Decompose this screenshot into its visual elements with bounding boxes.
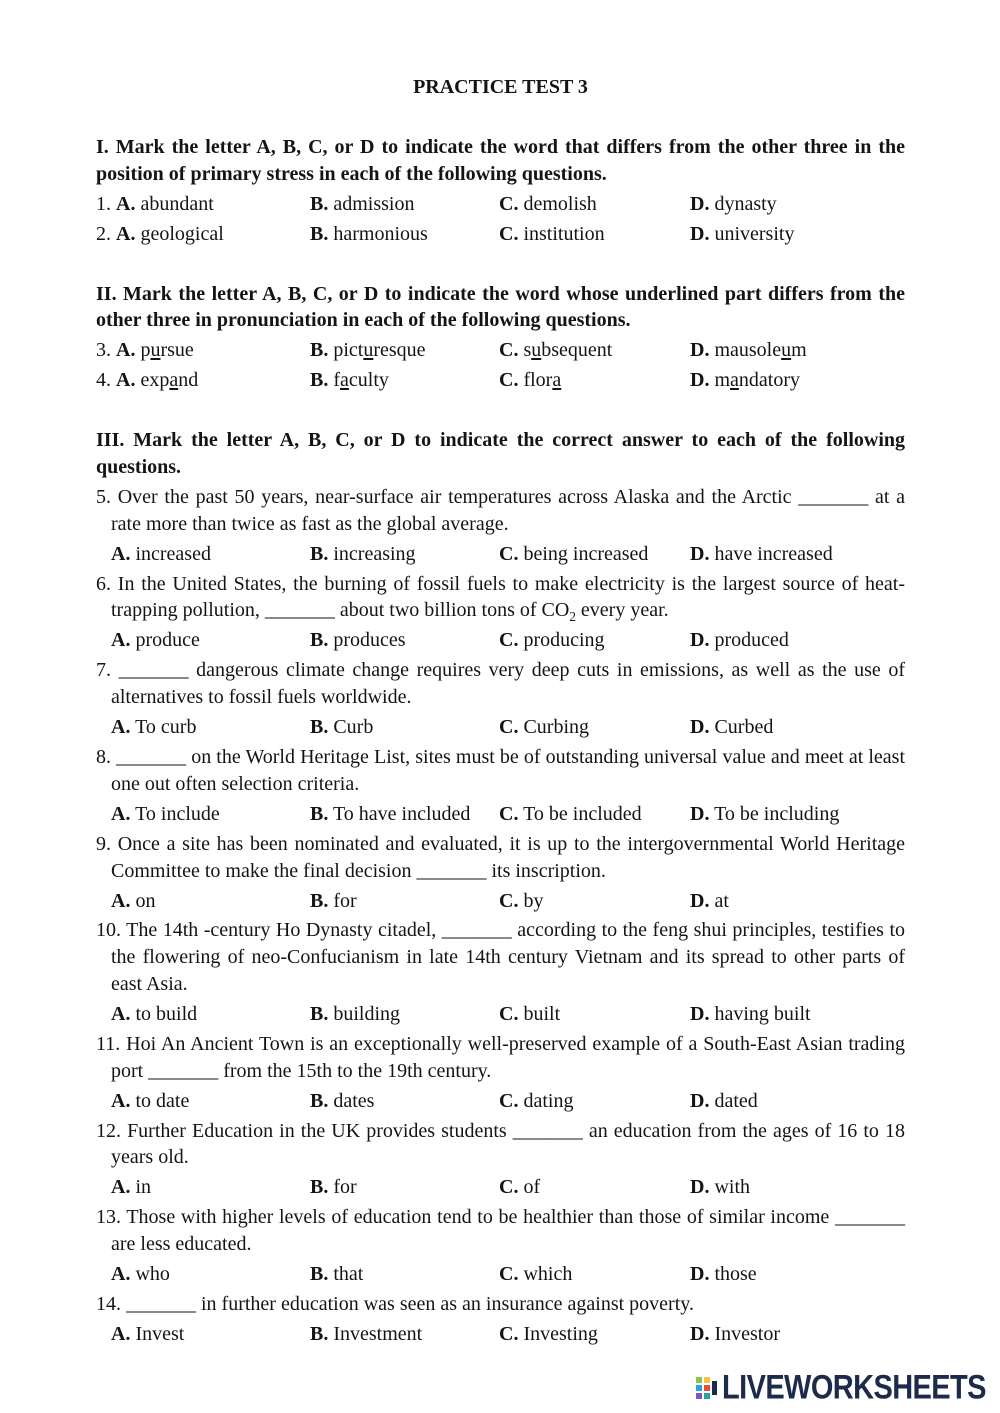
option-c	[499, 1174, 540, 1201]
question-number: 12.	[96, 1119, 121, 1142]
option-letter: C.	[499, 1322, 519, 1345]
option-letter: A.	[111, 1089, 131, 1112]
text-segment: m	[791, 339, 807, 362]
question-stem	[96, 1031, 905, 1084]
option-b	[310, 627, 406, 654]
option-text: To be included	[523, 802, 642, 825]
text-segment: f	[333, 369, 341, 392]
text-segment: bsequent	[541, 339, 613, 362]
question-9	[96, 831, 905, 914]
question-text: The 14th -century Ho Dynasty citadel, _______ according to the feng shui principles, testifies to the flowering of neo-Confucianism in late 14th century Vietnam and its spread to other parts of east Asia.	[111, 919, 906, 995]
option-a	[96, 367, 198, 394]
option-text: dates	[333, 1089, 375, 1112]
question-12	[96, 1118, 905, 1201]
option-text: for	[333, 1176, 357, 1199]
question-7	[96, 657, 905, 740]
option-text	[140, 339, 193, 361]
option-text	[714, 339, 806, 361]
underlined-part: u	[781, 339, 792, 362]
option-text: abundant	[140, 192, 214, 215]
option-letter: B.	[310, 716, 329, 739]
question-1	[96, 191, 905, 218]
option-a	[111, 1088, 189, 1115]
underlined-part: a	[340, 369, 349, 392]
section-i	[96, 134, 905, 247]
question-8	[96, 744, 905, 827]
option-letter: A.	[116, 339, 136, 362]
option-letter: D.	[690, 339, 710, 362]
option-a	[96, 337, 194, 364]
underlined-part: a	[169, 369, 179, 392]
option-letter: D.	[690, 192, 710, 215]
question-11	[96, 1031, 905, 1114]
option-c	[499, 888, 543, 915]
option-letter: D.	[690, 1262, 710, 1285]
underlined-part: a	[552, 369, 562, 392]
question-number: 4.	[96, 369, 111, 392]
option-letter: B.	[310, 192, 329, 215]
option-b	[310, 714, 373, 741]
option-c	[499, 1321, 598, 1348]
option-row	[96, 367, 905, 394]
option-a	[111, 627, 200, 654]
option-row	[96, 1321, 905, 1348]
option-text: admission	[333, 192, 415, 215]
question-number: 10.	[96, 919, 121, 942]
option-letter: D.	[690, 716, 710, 739]
text-segment: In the United States, the burning of fossil fuels to make electricity is the largest source of heat-trapping pollution, _______ about two billion tons of CO	[111, 572, 906, 622]
option-d	[690, 337, 807, 364]
option-c	[499, 191, 597, 218]
option-d	[690, 627, 789, 654]
option-text: Investing	[523, 1322, 598, 1345]
section-heading: II. Mark the letter A, B, C, or D to indicate the word whose underlined part differs from the other three in pronunciation in each of the following questions.	[96, 282, 905, 332]
option-letter: D.	[690, 1002, 710, 1025]
option-text: have increased	[714, 542, 833, 565]
option-text	[333, 369, 389, 391]
option-text: dating	[523, 1089, 574, 1112]
option-letter: B.	[310, 339, 329, 362]
option-d	[690, 541, 833, 568]
option-text: in	[135, 1176, 152, 1199]
option-letter: C.	[499, 1002, 519, 1025]
option-text: those	[714, 1262, 757, 1285]
option-letter: B.	[310, 1176, 329, 1199]
option-row	[96, 714, 905, 741]
option-text: dynasty	[714, 192, 777, 215]
option-text: that	[333, 1262, 364, 1285]
option-letter: B.	[310, 1262, 329, 1285]
question-stem	[96, 1204, 905, 1257]
option-c	[499, 801, 642, 828]
question-text: Over the past 50 years, near-surface air temperatures across Alaska and the Arctic _______ at a rate more than twice as fast as the global average.	[111, 486, 905, 535]
option-d	[690, 1088, 758, 1115]
option-text: produce	[135, 629, 200, 652]
option-row	[96, 627, 905, 654]
option-row	[96, 1001, 905, 1028]
option-letter: C.	[499, 629, 519, 652]
option-text: Investment	[333, 1322, 423, 1345]
section-ii	[96, 281, 905, 394]
option-text: To include	[135, 802, 220, 825]
text-segment: exp	[140, 369, 170, 392]
option-letter: D.	[690, 1089, 710, 1112]
underlined-part: u	[150, 339, 161, 362]
option-letter: C.	[499, 802, 519, 825]
option-text: dated	[714, 1089, 758, 1112]
option-d	[690, 714, 773, 741]
question-text: _______ on the World Heritage List, sites must be of outstanding universal value and meet at least one out often selection criteria.	[111, 746, 906, 795]
option-letter: C.	[499, 542, 519, 565]
option-letter: B.	[310, 1089, 329, 1112]
question-number: 13.	[96, 1206, 121, 1229]
option-row	[96, 191, 905, 218]
option-letter: C.	[499, 1176, 519, 1199]
option-letter: B.	[310, 802, 329, 825]
option-text	[333, 339, 425, 361]
option-text: produced	[714, 629, 789, 652]
option-c	[499, 1001, 560, 1028]
option-text: having built	[714, 1002, 811, 1025]
option-a	[111, 1321, 184, 1348]
section-heading: I. Mark the letter A, B, C, or D to indicate the word that differs from the other three in the position of primary stress in each of the following questions.	[96, 136, 905, 185]
text-segment: resque	[373, 339, 426, 362]
option-text: building	[333, 1002, 401, 1025]
text-segment: mausole	[714, 339, 782, 362]
option-text: geological	[140, 222, 224, 245]
option-letter: A.	[111, 542, 131, 565]
option-letter: A.	[111, 1262, 131, 1285]
option-text: producing	[523, 629, 605, 652]
question-number: 5.	[96, 486, 111, 509]
option-text: built	[523, 1002, 561, 1025]
option-row	[96, 337, 905, 364]
option-letter: B.	[310, 889, 329, 912]
option-row	[96, 1174, 905, 1201]
underlined-part: u	[363, 339, 374, 362]
text-segment: culty	[348, 369, 389, 392]
option-d	[690, 801, 839, 828]
sections-container	[96, 134, 905, 1348]
question-number: 7.	[96, 659, 111, 682]
text-segment: m	[714, 369, 731, 392]
option-text: for	[333, 889, 357, 912]
question-text: Once a site has been nominated and evaluated, it is up to the intergovernmental World Heritage Committee to make the final decision _______ its inscription.	[111, 832, 906, 882]
option-row	[96, 1261, 905, 1288]
option-a	[111, 1174, 151, 1201]
option-d	[690, 1174, 750, 1201]
option-c	[499, 221, 605, 248]
question-text: _______ dangerous climate change requires very deep cuts in emissions, as well as the use of alternatives to fossil fuels worldwide.	[111, 659, 905, 709]
option-d	[690, 221, 794, 248]
question-5	[96, 484, 905, 567]
option-text: which	[523, 1262, 573, 1285]
question-stem	[96, 484, 905, 537]
option-letter: C.	[499, 192, 519, 215]
option-d	[690, 1261, 757, 1288]
option-a	[111, 541, 211, 568]
option-text: To have included	[332, 802, 471, 825]
option-c	[499, 337, 612, 364]
question-stem	[96, 571, 905, 624]
text-segment: ndatory	[738, 369, 800, 392]
text-segment: flor	[523, 369, 553, 392]
option-row	[96, 541, 905, 568]
option-letter: D.	[690, 222, 710, 245]
question-stem	[96, 831, 905, 884]
option-letter: C.	[499, 339, 519, 362]
section-heading: III. Mark the letter A, B, C, or D to indicate the correct answer to each of the following questions.	[96, 429, 905, 479]
option-text: Curbed	[714, 716, 774, 739]
option-letter: D.	[690, 1176, 710, 1199]
option-text: increasing	[333, 542, 416, 565]
option-letter: D.	[690, 889, 710, 912]
option-text: Curbing	[523, 716, 590, 739]
option-b	[310, 1001, 400, 1028]
option-a	[111, 1261, 170, 1288]
option-letter: B.	[310, 369, 329, 392]
option-letter: A.	[111, 802, 131, 825]
option-c	[499, 367, 561, 394]
option-text: university	[714, 222, 795, 245]
option-text: demolish	[523, 192, 597, 215]
question-number: 8.	[96, 746, 111, 769]
option-letter: A.	[116, 369, 136, 392]
option-letter: A.	[111, 716, 131, 739]
question-number: 1.	[96, 192, 111, 215]
worksheet-content	[96, 74, 905, 1348]
text-segment: nd	[178, 369, 199, 392]
option-letter: A.	[111, 1176, 131, 1199]
text-segment: rsue	[160, 339, 194, 362]
option-row	[96, 1088, 905, 1115]
page-title: PRACTICE TEST 3	[413, 76, 588, 98]
option-b	[310, 191, 414, 218]
option-letter: A.	[116, 222, 136, 245]
question-stem	[96, 1118, 905, 1171]
text-segment: every year.	[575, 599, 669, 622]
option-row	[96, 888, 905, 915]
option-b	[310, 1088, 374, 1115]
underlined-part: a	[730, 369, 739, 392]
question-13	[96, 1204, 905, 1287]
option-text: on	[135, 889, 156, 912]
option-a	[111, 714, 196, 741]
option-a	[111, 801, 220, 828]
option-text: of	[523, 1176, 541, 1199]
question-stem	[96, 657, 905, 710]
option-letter: A.	[111, 1322, 131, 1345]
option-b	[310, 541, 416, 568]
question-3	[96, 337, 905, 364]
option-text: harmonious	[333, 222, 428, 245]
option-text: by	[523, 889, 544, 912]
section-iii	[96, 427, 905, 1347]
option-b	[310, 801, 470, 828]
option-c	[499, 714, 589, 741]
question-stem	[96, 1291, 905, 1318]
question-text: Those with higher levels of education tend to be healthier than those of similar income _______ are less educated.	[111, 1206, 905, 1255]
option-letter: B.	[310, 1002, 329, 1025]
question-stem	[96, 917, 905, 997]
logo-text: LIVEWORKSHEETS	[722, 1369, 986, 1407]
logo-icon	[696, 1375, 718, 1401]
option-d	[690, 1321, 780, 1348]
option-b	[310, 888, 357, 915]
option-letter: C.	[499, 889, 519, 912]
question-number: 2.	[96, 222, 111, 245]
text-segment: pict	[333, 339, 364, 362]
option-text: increased	[135, 542, 211, 565]
option-letter: C.	[499, 1262, 519, 1285]
option-letter: A.	[111, 629, 131, 652]
option-letter: A.	[111, 1002, 131, 1025]
option-letter: B.	[310, 542, 329, 565]
option-letter: C.	[499, 369, 519, 392]
question-4	[96, 367, 905, 394]
question-number: 3.	[96, 339, 111, 362]
option-text	[523, 369, 561, 391]
option-b	[310, 1261, 363, 1288]
option-c	[499, 541, 648, 568]
option-row	[96, 221, 905, 248]
question-number: 11.	[96, 1032, 121, 1055]
option-d	[690, 191, 777, 218]
option-letter: A.	[111, 889, 131, 912]
question-14	[96, 1291, 905, 1348]
option-text: to build	[135, 1002, 198, 1025]
option-letter: A.	[116, 192, 136, 215]
option-text: Curb	[333, 716, 374, 739]
option-text: institution	[523, 222, 605, 245]
option-letter: C.	[499, 222, 519, 245]
question-6	[96, 571, 905, 654]
option-d	[690, 367, 800, 394]
option-letter: D.	[690, 802, 710, 825]
option-text: to date	[135, 1089, 190, 1112]
option-a	[96, 221, 224, 248]
option-d	[690, 1001, 811, 1028]
option-b	[310, 1321, 422, 1348]
question-text: _______ in further education was seen as an insurance against poverty.	[126, 1292, 694, 1315]
underlined-part: u	[531, 339, 542, 362]
question-stem	[96, 744, 905, 797]
question-10	[96, 917, 905, 1027]
option-text: at	[714, 889, 729, 912]
question-2	[96, 221, 905, 248]
option-letter: D.	[690, 1322, 710, 1345]
option-a	[111, 888, 155, 915]
option-d	[690, 888, 729, 915]
question-text: Hoi An Ancient Town is an exceptionally well-preserved example of a South-East Asian trading port _______ from the 15th to the 19th century.	[111, 1032, 905, 1082]
option-text: produces	[333, 629, 406, 652]
subscript: 2	[569, 609, 576, 625]
question-number: 9.	[96, 832, 111, 855]
option-text: being increased	[523, 542, 649, 565]
option-letter: C.	[499, 1089, 519, 1112]
option-text: Invest	[135, 1322, 185, 1345]
liveworksheets-logo	[696, 1369, 986, 1407]
option-letter: D.	[690, 629, 710, 652]
option-text: To be including	[714, 802, 840, 825]
option-letter: D.	[690, 369, 710, 392]
option-b	[310, 221, 428, 248]
option-b	[310, 337, 426, 364]
option-text: Investor	[714, 1322, 780, 1345]
option-letter: C.	[499, 716, 519, 739]
option-c	[499, 627, 605, 654]
question-text: Further Education in the UK provides students _______ an education from the ages of 16 to 18 years old.	[111, 1119, 905, 1169]
option-text	[140, 369, 198, 391]
option-c	[499, 1088, 573, 1115]
option-text	[523, 339, 612, 361]
option-a	[111, 1001, 197, 1028]
option-a	[96, 191, 214, 218]
option-b	[310, 1174, 357, 1201]
option-letter: B.	[310, 1322, 329, 1345]
option-letter: D.	[690, 542, 710, 565]
option-text: To curb	[135, 716, 197, 739]
option-text: who	[135, 1262, 170, 1285]
option-row	[96, 801, 905, 828]
option-b	[310, 367, 389, 394]
option-letter: B.	[310, 629, 329, 652]
option-text: with	[714, 1176, 751, 1199]
question-number: 6.	[96, 572, 111, 595]
text-segment: s	[523, 339, 532, 362]
option-c	[499, 1261, 572, 1288]
option-letter: B.	[310, 222, 329, 245]
question-number: 14.	[96, 1292, 121, 1315]
text-segment: p	[140, 339, 151, 362]
option-text	[714, 369, 800, 391]
